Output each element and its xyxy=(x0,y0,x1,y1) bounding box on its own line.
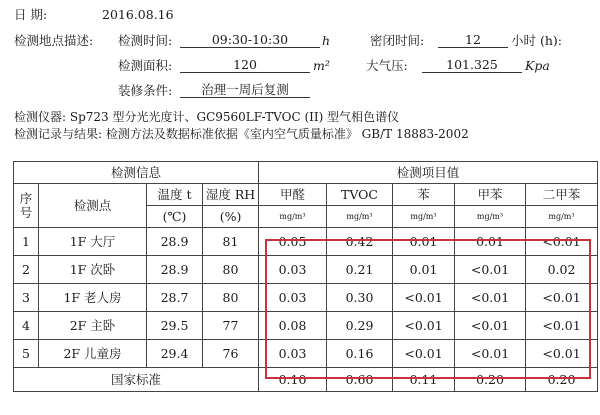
location-cell: 1F 次卧 xyxy=(39,256,147,284)
value-cell: 0.03 xyxy=(259,340,327,368)
group-header-row xyxy=(14,162,598,184)
pollutant-unit: mg/m³ xyxy=(526,206,598,228)
closed-time-unit: 小时 (h): xyxy=(511,33,562,48)
value-cell: <0.01 xyxy=(393,284,455,312)
value-cell: 0.21 xyxy=(327,256,393,284)
standard-value: 0.11 xyxy=(393,368,455,392)
value-cell: <0.01 xyxy=(393,340,455,368)
pressure-unit: Kpa xyxy=(525,58,550,73)
seq-cell: 4 xyxy=(14,312,39,340)
column-header-row-1 xyxy=(14,184,598,206)
results-table xyxy=(13,161,598,392)
value-cell: <0.01 xyxy=(526,312,598,340)
standard-value: 0.60 xyxy=(327,368,393,392)
instrument-line: 检测仪器: Sp723 型分光光度计、GC9560LF-TVOC (II) 型气相色谱仪 xyxy=(14,110,400,124)
temp-cell: 28.7 xyxy=(147,284,203,312)
location-cell: 2F 儿童房 xyxy=(39,340,147,368)
time-value: 09:30-10:30 xyxy=(180,33,320,48)
temp-cell: 28.9 xyxy=(147,256,203,284)
rh-cell: 80 xyxy=(203,256,259,284)
pollutant-unit: mg/m³ xyxy=(393,206,455,228)
pollutant-unit: mg/m³ xyxy=(455,206,526,228)
time-label: 检测时间: xyxy=(118,33,173,48)
value-cell: 0.08 xyxy=(259,312,327,340)
area-value: 120 xyxy=(180,58,310,73)
pollutant-name: 甲醛 xyxy=(259,184,327,206)
standard-row xyxy=(14,368,598,392)
value-cell: 0.29 xyxy=(327,312,393,340)
standard-value: 0.20 xyxy=(526,368,598,392)
temp-header: 温度 t xyxy=(147,184,203,206)
condition-value: 治理一周后复测 xyxy=(180,83,310,98)
rh-cell: 81 xyxy=(203,228,259,256)
area-label: 检测面积: xyxy=(118,58,173,73)
location-label: 检测地点描述: xyxy=(14,33,94,48)
value-cell: <0.01 xyxy=(455,340,526,368)
closed-time-label: 密闭时间: xyxy=(370,33,425,48)
location-cell: 2F 主卧 xyxy=(39,312,147,340)
value-cell: 0.03 xyxy=(259,256,327,284)
value-cell: 0.03 xyxy=(259,284,327,312)
seq-header: 序 号 xyxy=(14,184,39,228)
location-cell: 1F 老人房 xyxy=(39,284,147,312)
pollutant-name: 甲苯 xyxy=(455,184,526,206)
rh-cell: 80 xyxy=(203,284,259,312)
table-row xyxy=(14,340,598,368)
group-info-header: 检测信息 xyxy=(14,162,259,184)
standard-label: 国家标准 xyxy=(14,368,259,392)
standard-value: 0.20 xyxy=(455,368,526,392)
pollutant-unit: mg/m³ xyxy=(259,206,327,228)
value-cell: <0.01 xyxy=(526,340,598,368)
value-cell: <0.01 xyxy=(526,228,598,256)
table-row xyxy=(14,256,598,284)
rh-cell: 77 xyxy=(203,312,259,340)
value-cell: 0.02 xyxy=(526,256,598,284)
group-values-header: 检测项目值 xyxy=(259,162,598,184)
table-row xyxy=(14,312,598,340)
pollutant-name: 苯 xyxy=(393,184,455,206)
pollutant-unit: mg/m³ xyxy=(327,206,393,228)
value-cell: <0.01 xyxy=(455,284,526,312)
pressure-value: 101.325 xyxy=(422,58,522,73)
rh-header: 湿度 RH xyxy=(203,184,259,206)
value-cell: <0.01 xyxy=(455,312,526,340)
value-cell: 0.42 xyxy=(327,228,393,256)
rh-cell: 76 xyxy=(203,340,259,368)
method-line: 检测记录与结果: 检测方法及数据标准依据《室内空气质量标准》 GB/T 18883-2002 xyxy=(14,127,469,141)
condition-label: 装修条件: xyxy=(118,83,173,98)
temp-cell: 29.4 xyxy=(147,340,203,368)
pollutant-name: 二甲苯 xyxy=(526,184,598,206)
seq-cell: 2 xyxy=(14,256,39,284)
rh-unit: (%) xyxy=(203,206,259,228)
location-header: 检测点 xyxy=(39,184,147,228)
location-cell: 1F 大厅 xyxy=(39,228,147,256)
date-label: 日 期: xyxy=(14,7,48,22)
value-cell: 0.16 xyxy=(327,340,393,368)
seq-cell: 5 xyxy=(14,340,39,368)
time-suffix: h xyxy=(322,33,331,48)
table-row xyxy=(14,284,598,312)
date-value: 2016.08.16 xyxy=(102,7,174,22)
temp-unit: (℃) xyxy=(147,206,203,228)
pressure-label: 大气压: xyxy=(366,58,408,73)
table-row xyxy=(14,228,598,256)
area-unit: m² xyxy=(313,58,330,73)
value-cell: <0.01 xyxy=(455,256,526,284)
temp-cell: 29.5 xyxy=(147,312,203,340)
pollutant-name: TVOC xyxy=(327,184,393,206)
seq-cell: 1 xyxy=(14,228,39,256)
temp-cell: 28.9 xyxy=(147,228,203,256)
value-cell: 0.01 xyxy=(393,228,455,256)
value-cell: 0.01 xyxy=(393,256,455,284)
value-cell: <0.01 xyxy=(526,284,598,312)
value-cell: <0.01 xyxy=(393,312,455,340)
value-cell: 0.30 xyxy=(327,284,393,312)
standard-value: 0.10 xyxy=(259,368,327,392)
seq-cell: 3 xyxy=(14,284,39,312)
value-cell: 0.05 xyxy=(259,228,327,256)
closed-time-value: 12 xyxy=(438,33,508,48)
value-cell: 0.01 xyxy=(455,228,526,256)
